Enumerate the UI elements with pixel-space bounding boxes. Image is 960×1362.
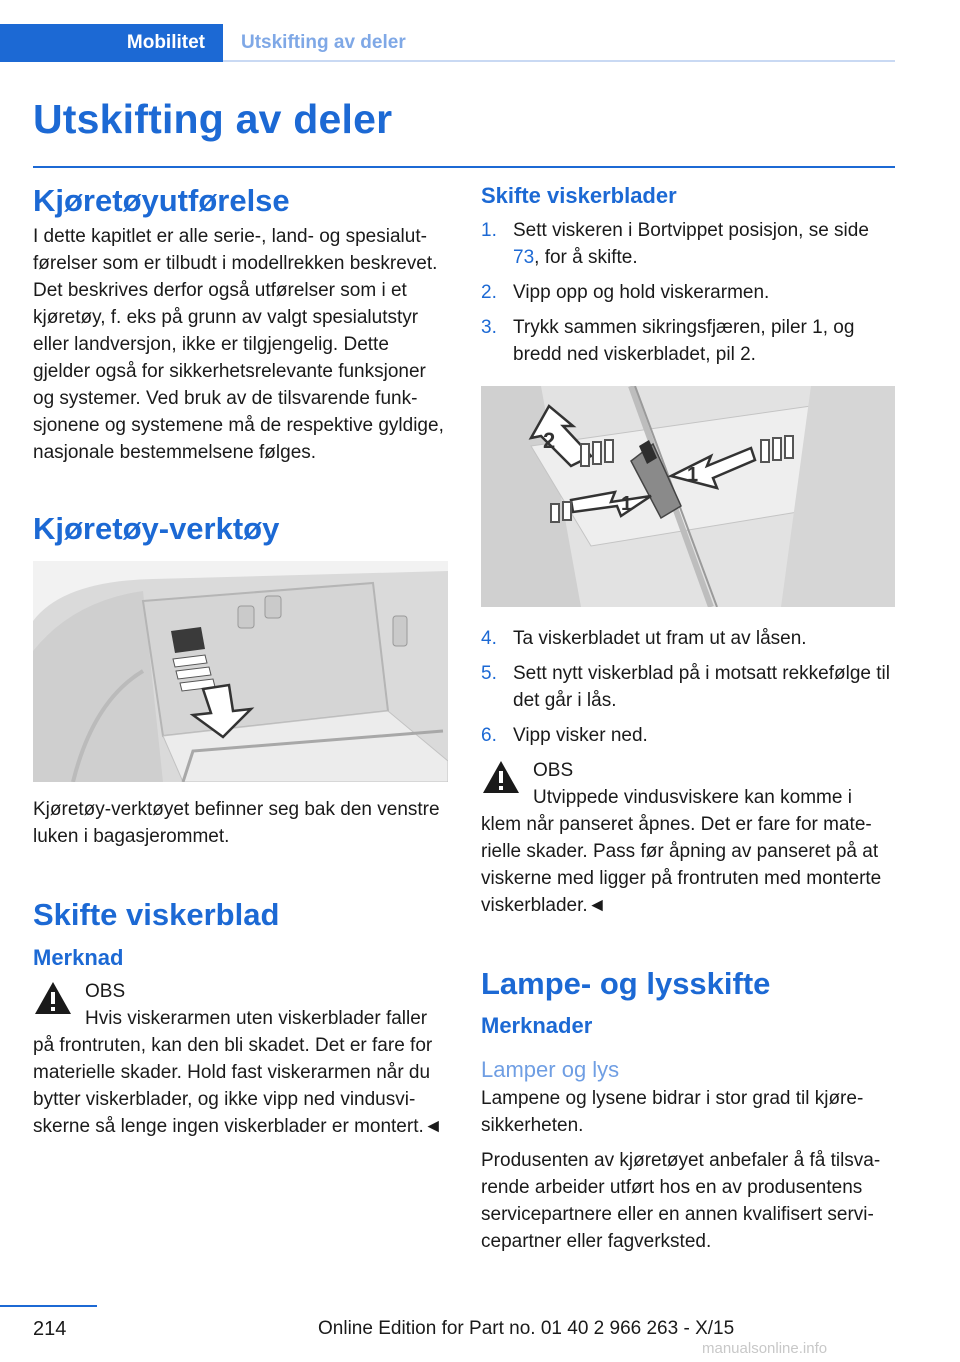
page-title: Utskifting av deler (33, 96, 393, 142)
header-tabbar (0, 24, 895, 62)
step-number: 5. (481, 662, 497, 684)
list-item (481, 625, 895, 652)
step-number: 1. (481, 219, 497, 241)
warning-icon (33, 980, 73, 1016)
warning-text: på frontruten, kan den bli skadet. Det er fare for materielle skader. Hold fast viskerarmen når du bytter viskerblader, og ikke vipp ned vindusviskerne så lenge ingen viskerblader er montert.◄ (33, 1035, 443, 1138)
text-lamper-p1: Lampene og lysene bidrar i stor grad til kjøresikkerheten. (481, 1087, 864, 1136)
arrow-label-1a: 1 (687, 463, 699, 486)
list-item (481, 217, 895, 271)
warning-text-first-line: Utvippede vindusviskere kan komme i (533, 786, 852, 808)
subheading-merknad: Merknad (33, 944, 124, 970)
step-text-post: , for å skifte. (534, 246, 638, 268)
steps-list-a (481, 217, 895, 368)
wiper-blade-figure (481, 386, 895, 607)
list-item (481, 314, 895, 368)
step-text: Vipp visker ned. (513, 724, 648, 746)
watermark: manualsonline.info (702, 1340, 828, 1357)
text-lamper-p2: Produsenten av kjøretøyet anbefaler å få tilsvarende arbeider utført hos en av produsentens servicepartnere eller en annen kvalifisert servicepartner eller fagverksted. (481, 1149, 881, 1252)
arrow-label-1b: 1 (621, 492, 633, 515)
subheading-merknader: Merknader (481, 1012, 593, 1038)
step-number: 3. (481, 316, 497, 338)
heading-kjoretoy-verktoy: Kjøretøy-verktøy (33, 511, 280, 547)
list-item (481, 279, 895, 306)
title-rule (33, 166, 895, 168)
step-text: Ta viskerbladet ut fram ut av låsen. (513, 627, 807, 649)
tab-mobilitet[interactable]: Mobilitet (0, 24, 223, 62)
list-item (481, 722, 895, 749)
arrow-label-2: 2 (543, 427, 556, 453)
heading-skifte-viskerblad: Skifte viskerblad (33, 897, 280, 933)
warning-label: OBS (533, 759, 574, 781)
step-number: 6. (481, 724, 497, 746)
step-text: Sett nytt viskerblad på i motsatt rekkefølge til det går i lås. (513, 662, 890, 711)
step-text: Trykk sammen sikringsfjæren, piler 1, og bredd ned viskerbladet, pil 2. (513, 316, 855, 365)
trunk-tool-illustration (33, 561, 448, 782)
step-text: Vipp opp og hold viskerarmen. (513, 281, 770, 303)
tab-underline (223, 60, 895, 62)
warning-wiper-arm (33, 978, 448, 1140)
step-number: 2. (481, 281, 497, 303)
heading-skifte-viskerblader: Skifte viskerblader (481, 183, 677, 208)
footer-rule (0, 1305, 97, 1307)
warning-icon (481, 759, 521, 795)
footer-edition: Online Edition for Part no. 01 40 2 966 263 - X/15 (318, 1318, 735, 1339)
wiper-blade-illustration (481, 386, 895, 607)
trunk-tool-figure (33, 561, 448, 782)
step-number: 4. (481, 627, 497, 649)
page-link-73[interactable]: 73 (513, 246, 535, 268)
warning-wipers-hood (481, 757, 895, 919)
tab-utskifting-av-deler[interactable]: Utskifting av deler (241, 32, 406, 53)
heading-kjoretoyutforelse: Kjøretøyutførelse (33, 183, 290, 218)
subheading-lamper-og-lys: Lamper og lys (481, 1057, 620, 1083)
steps-list-b (481, 625, 895, 749)
warning-text-first-line: Hvis viskerarmen uten viskerblader faller (85, 1008, 428, 1030)
list-item (481, 660, 895, 714)
text-kjoretoyutforelse: I dette kapitlet er alle serie-, land- og spesialutførelser som er tilbudt i modellrekken beskrevet. Det beskrives derfor også utførelser som i et kjøretøy, f. eks på grunn av valgt spesialutstyr eller landversjon, ikke er tilgjengelig. Dette gjelder også for sikkerhetsrelevante funksjoner og systemer. Ved bruk av de tilsvarende funksjonene og systemene må de respektive gyldige, nasjonale bestemmelsene følges. (33, 226, 444, 464)
right-column (481, 182, 895, 1255)
left-column (33, 182, 448, 1140)
heading-lampe-og-lysskifte: Lampe- og lysskifte (481, 965, 771, 1001)
step-text: Sett viskeren i Bortvippet posisjon, se side (513, 219, 869, 241)
warning-text: klem når panseret åpnes. Det er fare for materielle skader. Pass før åpning av panseret på at viskerne med ligger på frontruten med monterte viskerblader.◄ (481, 813, 882, 916)
page-number: 214 (33, 1318, 67, 1340)
warning-label: OBS (85, 981, 126, 1003)
text-kjoretoy-verktoy: Kjøretøy-verktøyet befinner seg bak den venstre luken i bagasjerommet. (33, 799, 440, 848)
